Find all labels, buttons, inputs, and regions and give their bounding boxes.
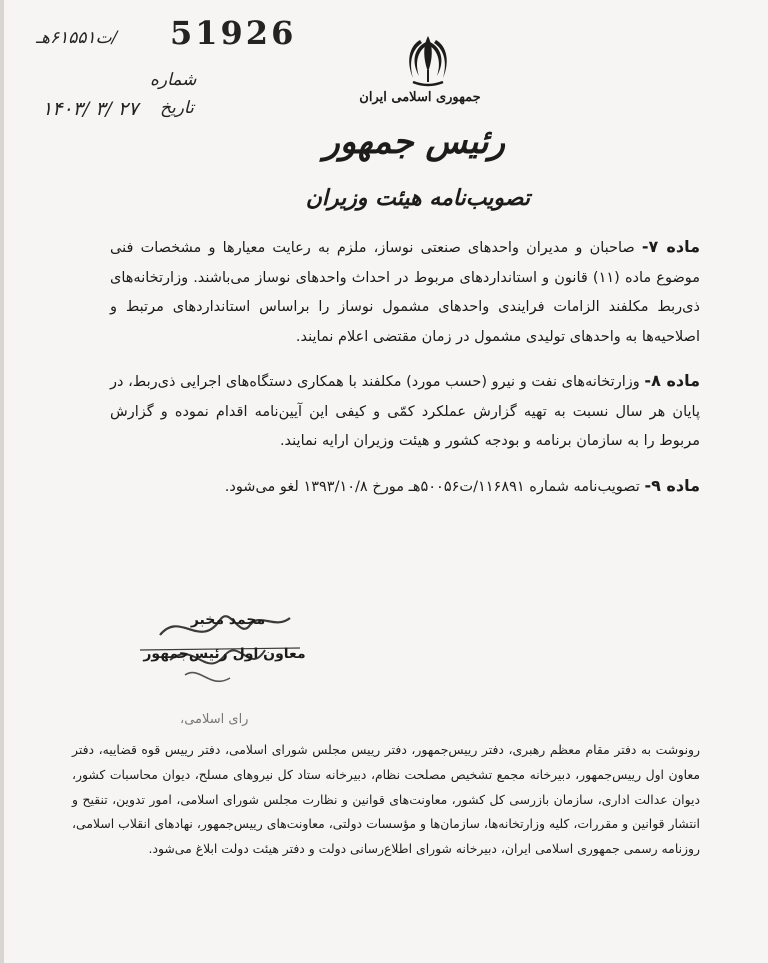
reference-code: /ت۶۱۵۵۱هـ — [36, 28, 118, 48]
document-date: ۱۴۰۳/ ۳/ ۲۷ — [42, 98, 139, 120]
label-date: تاریخ — [160, 98, 194, 118]
article-8 — [110, 366, 700, 457]
article-7-line: صاحبان و مدیران واحدهای صنعتی نوساز، ملزم به رعایت معیارها و مشخصات فنی — [110, 240, 635, 256]
article-8-line: ذی‌ربط، در پایان هر سال نسبت به تهیه گزارش عملکرد کمّی و کیفی این آیین‌نامه اقدام نموده و — [110, 374, 700, 420]
article-9-heading: ماده ۹- — [644, 475, 700, 495]
signatory-name: محمد مخبر — [190, 612, 266, 628]
cc-line: رونوشت به دفتر مقام معظم رهبری، دفتر رییس‌جمهور، دفتر رییس مجلس شورای اسلامی، — [224, 742, 700, 757]
scan-edge — [0, 0, 4, 963]
cc-line: دفتر رییس قوه قضاییه، دفتر معاون اول رییس‌جمهور، دبیرخانه مجمع تشخیص مصلحت نظام، — [72, 742, 700, 782]
cc-line: روزنامه رسمی جمهوری اسلامی ایران، دبیرخانه شورای اطلاع‌رسانی دولت و دفتر هیئت دولت ابلاغ — [195, 841, 700, 857]
cc-line: کلیه وزارتخانه‌ها، سازمان‌ها و مؤسسات دولتی، معاونت‌های رییس‌جمهور، نهادهای انقلاب اسلامی، — [72, 816, 570, 832]
cabinet-decree-title: تصویب‌نامه هیئت وزیران — [305, 185, 530, 211]
cc-distribution — [72, 738, 700, 862]
signatory-title: معاون اول رئیس‌جمهور — [143, 646, 306, 662]
label-number: شماره — [150, 70, 197, 90]
handwritten-signature-icon — [100, 590, 310, 700]
article-7-heading: ماده ۷- — [641, 237, 701, 256]
article-7-line: وزارتخانه‌های ذی‌ربط مکلفند الزامات فرایندی واحدهای مشمول نوساز را براساس استانداردهای — [110, 269, 700, 315]
article-9-text: تصویب‌نامه شماره ۱۱۶۸۹۱/ت۵۰۰۵۶هـ مورخ ۱۳۹۳/۱۰/۸ لغو می‌شود. — [224, 478, 640, 495]
article-7-line: مرتبط و اصلاحیه‌ها به واحدهای تولیدی مشمول در زمان مقتضی اعلام نمایند. — [110, 299, 700, 345]
article-8-line: وزارتخانه‌های نفت و نیرو (حسب مورد) مکلفند با همکاری دستگاه‌های اجرایی — [180, 374, 640, 390]
article-7-line: موضوع ماده (۱۱) قانون و استانداردهای مربوط در احداث واحدهای نوساز می‌باشند. — [193, 269, 701, 286]
article-8-heading: ماده ۸- — [644, 371, 701, 390]
cc-faded-line: رای اسلامی، — [180, 712, 249, 727]
reference-number: 51926 — [170, 14, 297, 52]
article-9 — [110, 471, 700, 503]
country-name: جمهوری اسلامی ایران — [359, 90, 481, 105]
article-7 — [110, 232, 700, 352]
iran-emblem-icon — [405, 32, 451, 90]
article-8-line: گزارش مربوط را به سازمان برنامه و بودجه کشور و هیئت وزیران ارایه نمایند. — [110, 403, 700, 449]
president-title: رئیس جمهور — [323, 122, 505, 162]
decree-body — [110, 232, 700, 502]
cc-line: دبیرخانه ستاد کل نیروهای مسلح، دیوان محاسبات کشور، دیوان عدالت اداری، سازمان بازرسی کل — [72, 766, 700, 807]
cc-line: کشور، معاونت‌های قوانین و نظارت مجلس شورای اسلامی، امور تدوین، تنقیح و انتشار قوانین و مقررات، — [72, 791, 700, 832]
cc-line: می‌شود. — [148, 841, 192, 857]
